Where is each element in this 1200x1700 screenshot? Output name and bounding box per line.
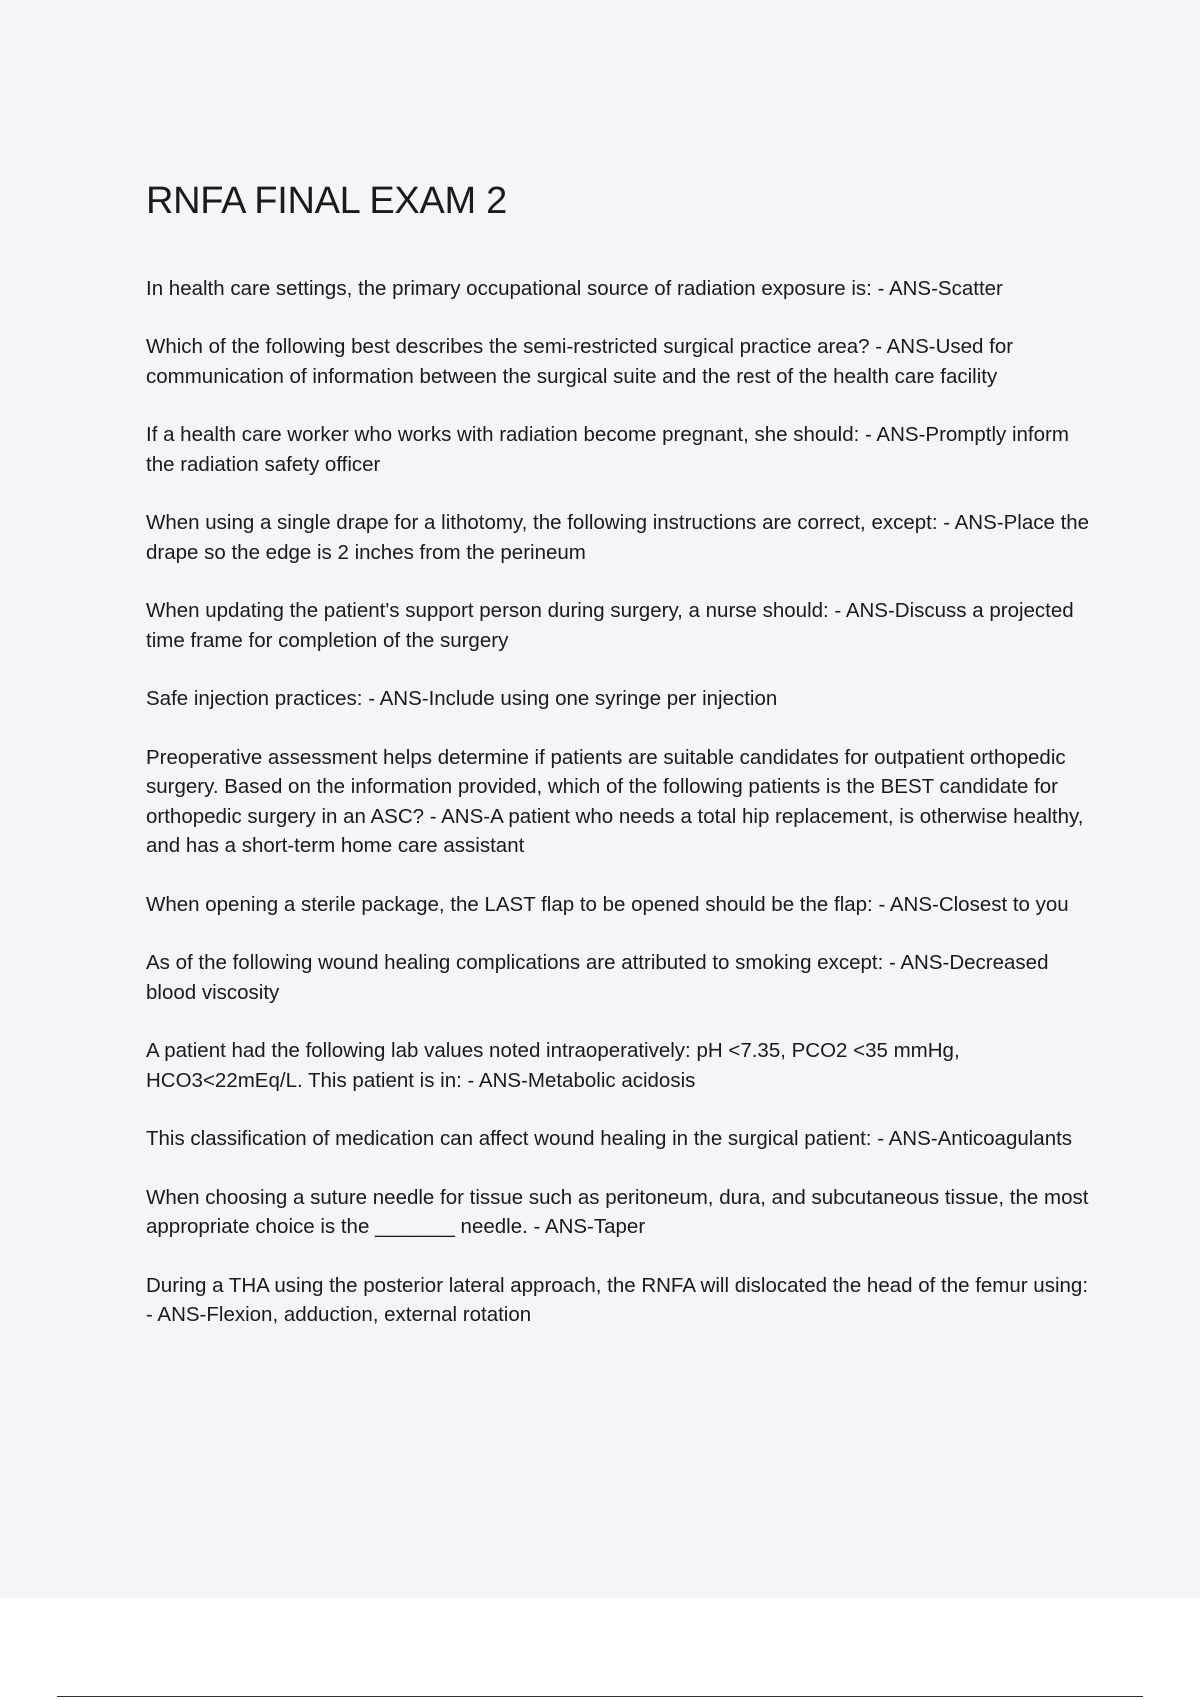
qa-item-4: When using a single drape for a lithotomy, the following instructions are correct, except: - ANS-Place the drape so the edge is 2 inches from the perineum (146, 511, 1090, 564)
bottom-divider (57, 1696, 1143, 1697)
qa-item-8: When opening a sterile package, the LAST flap to be opened should be the flap: - ANS-Closest to you (146, 892, 1069, 916)
qa-item-12: When choosing a suture needle for tissue such as peritoneum, dura, and subcutaneous tissue, the most appropriate choice is the _______ needle. - ANS-Taper (146, 1185, 1089, 1239)
qa-item-13: During a THA using the posterior lateral approach, the RNFA will dislocated the head of the femur using: - ANS-Flexion, adduction, external rotation (146, 1273, 1089, 1327)
document-title: RNFA FINAL EXAM 2 (146, 180, 507, 222)
qa-item-7: Preoperative assessment helps determine if patients are suitable candidates for outpatient orthopedic surgery. Based on the information provided, which of the following patients is the BEST candidate for orthopedic surgery in an ASC? - ANS-A patient who needs a total hip replacement, is otherwise healthy, and has a short-term home care assistant (146, 745, 1084, 858)
qa-item-11: This classification of medication can affect wound healing in the surgical patient: - ANS-Anticoagulants (146, 1127, 1073, 1151)
qa-item-2: Which of the following best describes the semi-restricted surgical practice area? - ANS-Used for communication of information between the surgical suite and the rest of the health care facility (146, 335, 1014, 388)
qa-item-1: In health care settings, the primary occupational source of radiation exposure is: - ANS-Scatter (146, 276, 1003, 300)
document-content (146, 180, 1096, 1359)
qa-item-10: A patient had the following lab values noted intraoperatively: pH <7.35, PCO2 <35 mmHg, HCO3<22mEq/L. This patient is in: - ANS-Metabolic acidosis (146, 1039, 960, 1092)
qa-item-9: As of the following wound healing complications are attributed to smoking except: - ANS-Decreased blood viscosity (146, 951, 1049, 1004)
qa-item-3: If a health care worker who works with radiation become pregnant, she should: - ANS-Promptly inform the radiation safety officer (146, 423, 1069, 476)
qa-item-5: When updating the patient's support person during surgery, a nurse should: - ANS-Discuss a projected time frame for completion of the surgery (146, 599, 1074, 652)
qa-item-6: Safe injection practices: - ANS-Include using one syringe per injection (146, 687, 778, 711)
